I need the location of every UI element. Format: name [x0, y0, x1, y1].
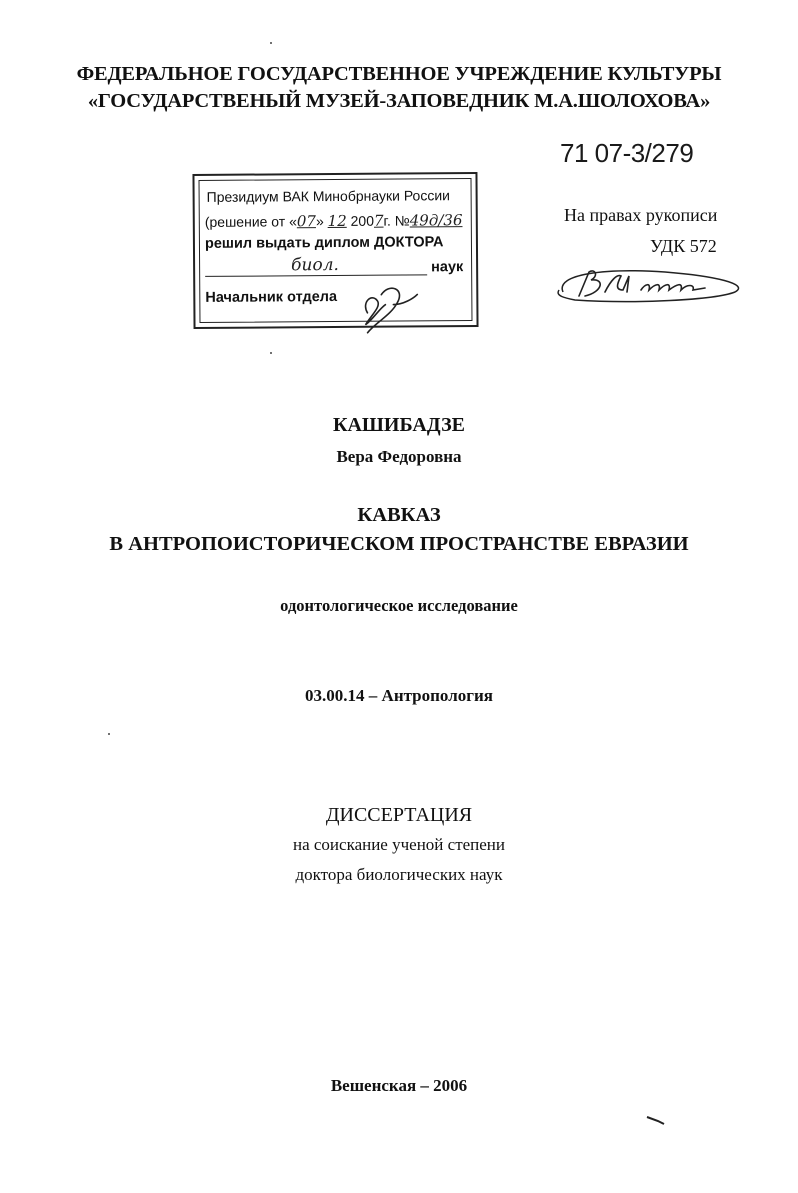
stamp-decision-day: 07	[296, 212, 316, 231]
stamp-line-award: решил выдать диплом ДОКТОРА	[204, 234, 444, 252]
registration-number: 71 07-3/279	[560, 138, 694, 168]
scan-mark-icon	[646, 1114, 666, 1126]
dissertation-label: ДИССЕРТАЦИЯ	[325, 804, 473, 826]
dissertation-title-line-2: В АНТРОПОИСТОРИЧЕСКОМ ПРОСТРАНСТВЕ ЕВРАЗИИ	[109, 533, 689, 555]
place-year: Вешенская – 2006	[330, 1076, 468, 1095]
stamp-decision-month: 12	[327, 211, 347, 231]
scan-speck	[270, 42, 272, 44]
scan-speck	[108, 733, 110, 735]
dissertation-subtitle: одонтологическое исследование	[280, 596, 518, 615]
degree-line-2: доктора биологических наук	[295, 865, 503, 884]
stamp-line-head: Начальник отдела	[205, 288, 338, 306]
stamp-signature-icon	[353, 274, 423, 336]
author-signature-icon	[545, 262, 755, 312]
author-surname: КАШИБАДЗЕ	[332, 414, 466, 436]
specialty-code: 03.00.14 – Антропология	[305, 686, 493, 705]
stamp-decision-year-digit: 7	[373, 211, 384, 230]
scan-speck	[270, 352, 272, 354]
udc-code: УДК 572	[650, 236, 717, 256]
stamp-line-presidium: Президиум ВАК Минобрнауки России	[206, 187, 451, 205]
stamp-decision-mid: »	[315, 213, 328, 230]
stamp-decision-number: 49д/36	[409, 211, 463, 230]
degree-line-1: на соискание ученой степени	[292, 835, 506, 854]
organization-line-1: ФЕДЕРАЛЬНОЕ ГОСУДАРСТВЕННОЕ УЧРЕЖДЕНИЕ КУЛЬТУРЫ	[76, 63, 722, 85]
stamp-decision-year-prefix: 200	[346, 212, 375, 229]
organization-line-2: «ГОСУДАРСТВЕНЫЙ МУЗЕЙ-ЗАПОВЕДНИК М.А.ШОЛОХОВА»	[87, 90, 711, 112]
stamp-decision-no-label: г. №	[383, 212, 410, 229]
stamp-field-suffix: наук	[431, 259, 464, 276]
vak-stamp	[192, 172, 478, 329]
stamp-decision-prefix: (решение от «	[204, 213, 297, 230]
manuscript-rights-note: На правах рукописи	[564, 205, 718, 225]
stamp-line-decision	[205, 211, 463, 231]
stamp-field-handwritten: биол.	[291, 254, 339, 276]
author-name: Вера Федоровна	[336, 447, 462, 466]
dissertation-title-line-1: КАВКАЗ	[357, 504, 441, 526]
